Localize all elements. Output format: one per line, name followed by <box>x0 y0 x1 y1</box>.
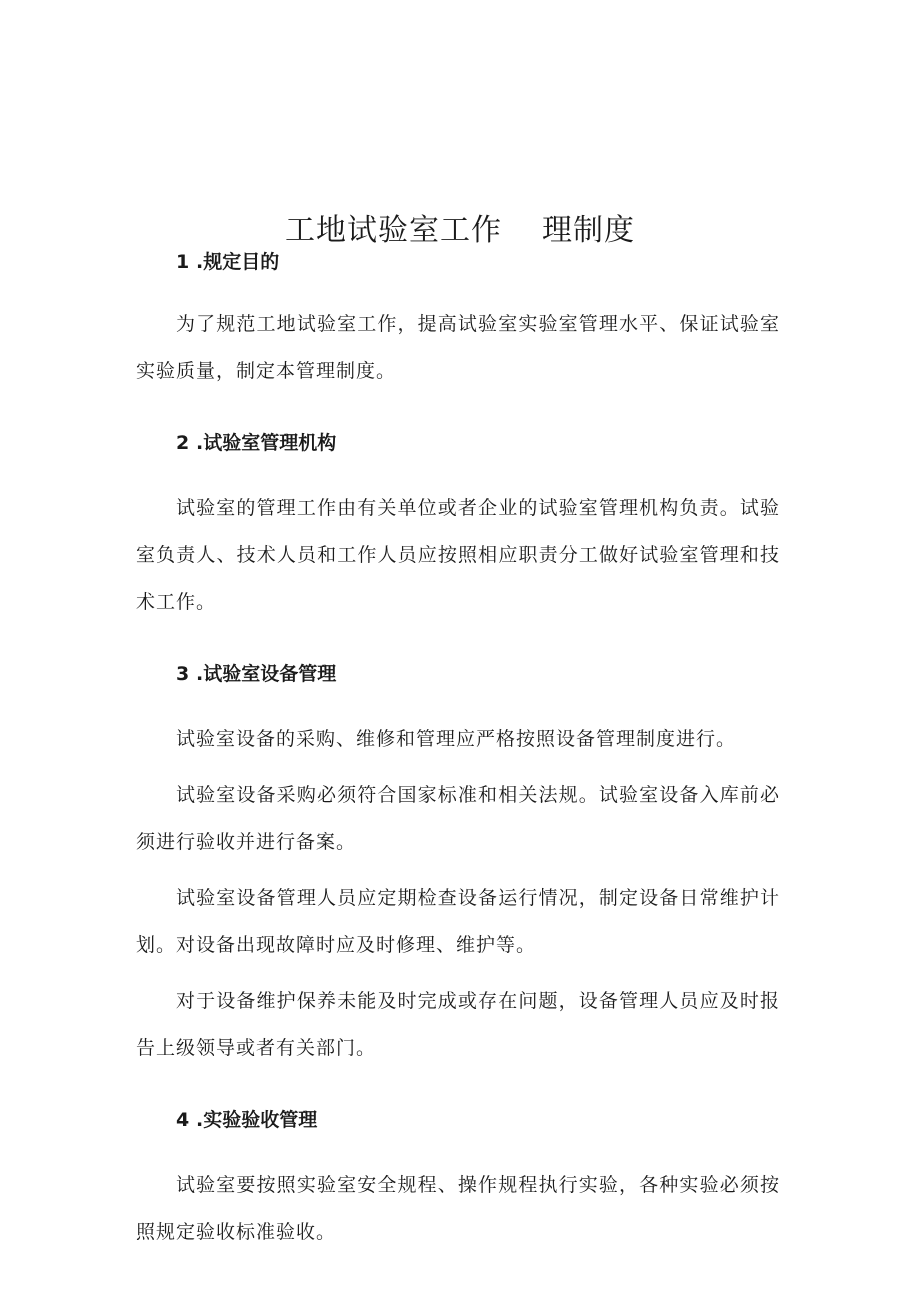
section-1-paragraph-1: 为了规范工地试验室工作，提高试验室实验室管理水平、保证试验室实验质量，制定本管理制度。 <box>136 313 780 382</box>
section-4-heading <box>136 1100 780 1140</box>
section-3-paragraph-4: 对于设备维护保养未能及时完成或存在问题，设备管理人员应及时报告上级领导或者有关部门。 <box>136 990 780 1059</box>
section-1-heading <box>136 242 780 282</box>
section-2-title: .试验室管理机构 <box>196 432 337 454</box>
section-1-title: .规定目的 <box>196 251 280 273</box>
section-3-number: 3 <box>176 663 190 685</box>
section-2-number: 2 <box>176 432 190 454</box>
section-4-paragraph-1: 试验室要按照实验室安全规程、操作规程执行实验，各种实验必须按照规定验收标准验收。 <box>136 1174 780 1243</box>
section-3-paragraph-3: 试验室设备管理人员应定期检查设备运行情况，制定设备日常维护计划。对设备出现故障时应及时修理、维护等。 <box>136 887 780 956</box>
section-2-paragraph-1: 试验室的管理工作由有关单位或者企业的试验室管理机构负责。试验室负责人、技术人员和工作人员应按照相应职责分工做好试验室管理和技术工作。 <box>136 497 780 613</box>
title-part-1: 工地试验室工作 <box>285 213 502 248</box>
section-3-title: .试验室设备管理 <box>196 663 337 685</box>
section-3-paragraph-1: 试验室设备的采购、维修和管理应严格按照设备管理制度进行。 <box>176 728 737 750</box>
section-4-number: 4 <box>176 1109 190 1131</box>
section-3-paragraph-2: 试验室设备采购必须符合国家标准和相关法规。试验室设备入库前必须进行验收并进行备案。 <box>136 784 780 853</box>
title-part-2: 理制度 <box>542 213 635 248</box>
section-2-heading <box>136 423 780 463</box>
section-3-heading <box>136 654 780 694</box>
document-body <box>136 242 780 1256</box>
section-1-number: 1 <box>176 251 190 273</box>
section-4-title: .实验验收管理 <box>196 1109 318 1131</box>
